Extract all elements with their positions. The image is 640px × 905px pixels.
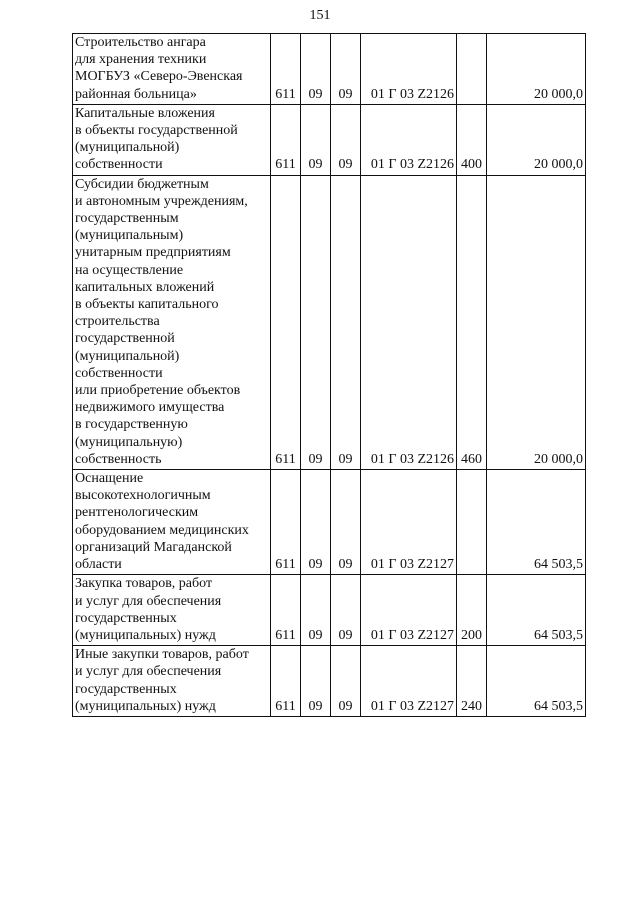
expense-name-line: (муниципальной) <box>75 140 180 156</box>
amount-cell: 20 000,0 <box>487 34 586 105</box>
expense-name-line: и услуг для обеспечения <box>75 593 222 609</box>
table-row <box>73 34 586 105</box>
amount-cell: 20 000,0 <box>487 104 586 175</box>
expense-name-line: оборудованием медицинских <box>75 522 249 538</box>
expense-name-line: организаций Магаданской <box>75 539 232 555</box>
subsection-code-cell: 09 <box>331 34 361 105</box>
expense-name-line: или приобретение объектов <box>75 383 241 399</box>
expense-name-line: государственным <box>75 211 179 227</box>
subsection-code-cell: 09 <box>331 104 361 175</box>
expense-name-line: Капитальные вложения <box>75 105 215 121</box>
expense-name-line: рентгенологическим <box>75 505 199 521</box>
ministry-code-cell: 611 <box>271 575 301 646</box>
ministry-code-cell: 611 <box>271 34 301 105</box>
expense-name-line: Субсидии бюджетным <box>75 176 209 192</box>
expense-name-line: собственности <box>75 157 163 173</box>
expense-name-line: государственной <box>75 331 175 347</box>
expense-name-cell <box>73 175 271 469</box>
table-row <box>73 104 586 175</box>
expense-name-line: капитальных вложений <box>75 279 215 295</box>
subsection-code-cell: 09 <box>331 575 361 646</box>
expense-name-line: и услуг для обеспечения <box>75 664 222 680</box>
expense-type-cell: 460 <box>457 175 487 469</box>
expense-name-line: Закупка товаров, работ <box>75 576 213 592</box>
expense-name-cell <box>73 470 271 575</box>
expense-name-line: в объекты государственной <box>75 123 238 139</box>
expense-type-cell <box>457 34 487 105</box>
ministry-code-cell: 611 <box>271 175 301 469</box>
subsection-code-cell: 09 <box>331 175 361 469</box>
expense-type-cell: 200 <box>457 575 487 646</box>
subsection-code-cell: 09 <box>331 646 361 717</box>
expense-name-line: (муниципальных) нужд <box>75 698 216 714</box>
amount-cell: 20 000,0 <box>487 175 586 469</box>
expense-name-line: Иные закупки товаров, работ <box>75 647 249 663</box>
amount-cell: 64 503,5 <box>487 470 586 575</box>
expense-name-line: для хранения техники <box>75 52 207 68</box>
budget-table <box>72 33 586 717</box>
table-row <box>73 646 586 717</box>
expense-name-line: (муниципальной) <box>75 348 180 364</box>
expense-name-line: высокотехнологичным <box>75 488 211 504</box>
expense-name-line: собственность <box>75 451 162 467</box>
expense-name-line: унитарным предприятиям <box>75 245 231 261</box>
amount-cell: 64 503,5 <box>487 575 586 646</box>
target-article-cell: 01 Г 03 Z2127 <box>361 646 457 717</box>
target-article-cell: 01 Г 03 Z2126 <box>361 175 457 469</box>
ministry-code-cell: 611 <box>271 104 301 175</box>
expense-name-line: районная больница» <box>75 86 197 102</box>
target-article-cell: 01 Г 03 Z2127 <box>361 470 457 575</box>
expense-name-line: (муниципальным) <box>75 228 184 244</box>
amount-cell: 64 503,5 <box>487 646 586 717</box>
section-code-cell: 09 <box>301 175 331 469</box>
table-row <box>73 175 586 469</box>
table-row <box>73 470 586 575</box>
expense-name-cell <box>73 104 271 175</box>
ministry-code-cell: 611 <box>271 646 301 717</box>
target-article-cell: 01 Г 03 Z2126 <box>361 34 457 105</box>
expense-name-line: Строительство ангара <box>75 35 206 50</box>
expense-name-line: в государственную <box>75 417 188 433</box>
expense-name-line: и автономным учреждениям, <box>75 193 248 209</box>
expense-name-line: МОГБУЗ «Северо-Эвенская <box>75 69 243 85</box>
section-code-cell: 09 <box>301 470 331 575</box>
section-code-cell: 09 <box>301 34 331 105</box>
expense-type-cell <box>457 470 487 575</box>
expense-name-line: государственных <box>75 610 177 626</box>
expense-name-line: (муниципальных) нужд <box>75 627 216 643</box>
page-number: 151 <box>309 8 331 23</box>
expense-name-cell <box>73 34 271 105</box>
target-article-cell: 01 Г 03 Z2127 <box>361 575 457 646</box>
section-code-cell: 09 <box>301 646 331 717</box>
expense-type-cell: 400 <box>457 104 487 175</box>
section-code-cell: 09 <box>301 104 331 175</box>
expense-name-line: (муниципальную) <box>75 434 183 450</box>
ministry-code-cell: 611 <box>271 470 301 575</box>
table-body <box>73 34 586 717</box>
table-row <box>73 575 586 646</box>
expense-name-line: на осуществление <box>75 262 184 278</box>
expense-name-cell <box>73 646 271 717</box>
subsection-code-cell: 09 <box>331 470 361 575</box>
expense-name-line: области <box>75 557 122 573</box>
section-code-cell: 09 <box>301 575 331 646</box>
expense-type-cell: 240 <box>457 646 487 717</box>
target-article-cell: 01 Г 03 Z2126 <box>361 104 457 175</box>
expense-name-line: собственности <box>75 365 163 381</box>
expense-name-line: государственных <box>75 681 177 697</box>
expense-name-line: в объекты капитального <box>75 297 219 313</box>
expense-name-cell <box>73 575 271 646</box>
expense-name-line: Оснащение <box>75 471 144 487</box>
expense-name-line: недвижимого имущества <box>75 400 225 416</box>
expense-name-line: строительства <box>75 314 160 330</box>
